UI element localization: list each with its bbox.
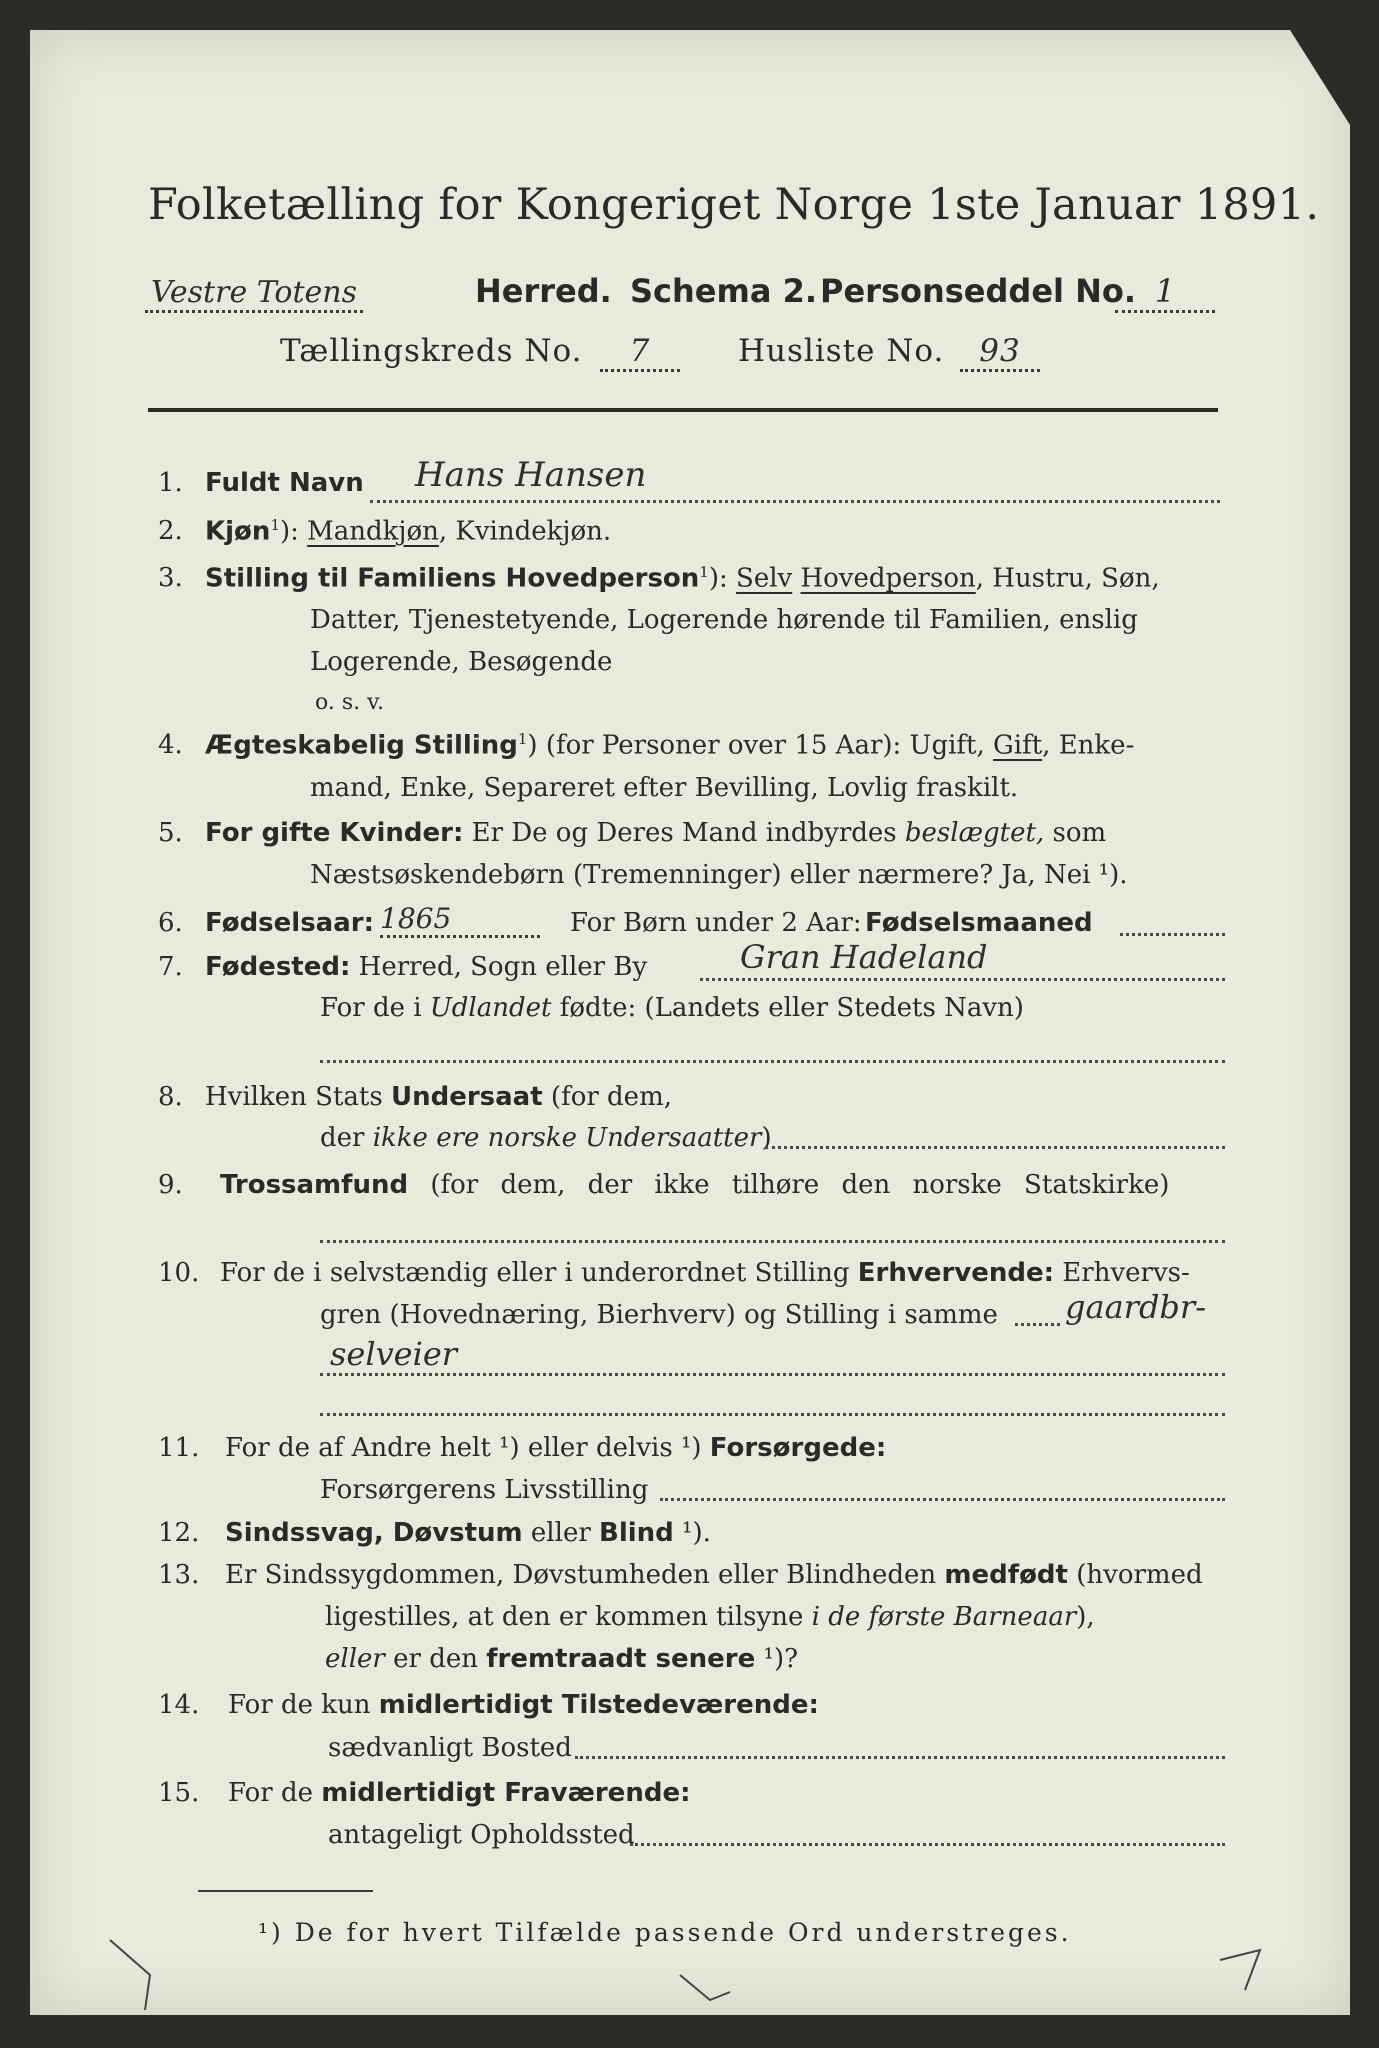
personseddel-value: 1 <box>1154 272 1176 310</box>
q10-number: 10. <box>158 1258 200 1288</box>
q8-text-b: (for dem, <box>542 1082 672 1112</box>
q3-option-hovedperson: Hovedperson <box>800 563 976 594</box>
q3-line3: Logerende, Besøgende <box>310 647 613 677</box>
q12-number: 12. <box>158 1518 200 1548</box>
q11-dotline <box>660 1498 1225 1501</box>
q7-line2-a: For de i <box>320 993 430 1023</box>
q14-line1 <box>228 1690 819 1720</box>
q3-sup: 1 <box>699 563 709 581</box>
q10-dotline-3 <box>320 1413 1225 1416</box>
kreds-label: Tællingskreds No. <box>280 333 583 369</box>
pencil-marks <box>70 1920 1310 2010</box>
q3-option-selv: Selv <box>736 563 793 594</box>
herred-label: Herred. <box>475 272 612 310</box>
q12-text-b: ¹). <box>673 1518 711 1548</box>
q15-line1 <box>228 1778 690 1808</box>
q11-line2: Forsørgerens Livsstilling <box>320 1475 649 1505</box>
q12-text-a: eller <box>522 1518 600 1548</box>
q8-line2-b: ) <box>761 1123 772 1153</box>
q7-line1 <box>205 952 647 982</box>
q9-blank-line <box>320 1240 1225 1243</box>
personseddel-label: Personseddel No. <box>820 272 1137 310</box>
header-rule <box>148 408 1218 412</box>
q2-option-mandkjon: Mandkjøn <box>307 516 439 547</box>
q7-value: Gran Hadeland <box>740 938 988 976</box>
q4-label: Ægteskabelig Stilling <box>205 730 518 761</box>
q6-label: Fødselsaar: <box>205 908 374 938</box>
q4-number: 4. <box>158 730 183 760</box>
q12-label: Sindssvag, Døvstum <box>225 1518 523 1548</box>
form-title: Folketælling for Kongeriget Norge 1ste Januar 1891. <box>148 180 1320 230</box>
q8-line2-italic: ikke ere norske Undersaatter <box>372 1123 762 1153</box>
q1-value: Hans Hansen <box>415 455 647 495</box>
q13-line2-b: ), <box>1076 1602 1095 1632</box>
q13-line1 <box>225 1560 1203 1590</box>
q5-text-b: som <box>1044 818 1107 848</box>
q14-dotline <box>575 1756 1225 1759</box>
q14-number: 14. <box>158 1690 200 1720</box>
q4-text-a: ) (for Personer over 15 Aar): Ugift, <box>527 730 994 761</box>
q2-label: Kjøn <box>205 516 271 547</box>
q10-line2: gren (Hovednæring, Bierhverv) og Stilling i samme <box>320 1300 998 1330</box>
q4-option-gift: Gift <box>993 730 1043 761</box>
q13-line3-c: ¹)? <box>755 1644 799 1674</box>
q6-value: 1865 <box>380 902 540 938</box>
q4-line2: mand, Enke, Separeret efter Bevilling, Lovlig fraskilt. <box>310 773 1019 803</box>
q6-label2: Fødselsmaaned <box>865 908 1093 938</box>
folded-corner <box>1290 30 1350 125</box>
q2-number: 2. <box>158 516 183 546</box>
q1-number: 1. <box>158 468 183 498</box>
q8-line2 <box>320 1123 772 1153</box>
q14-text-a: For de kun <box>228 1690 379 1720</box>
q11-line1 <box>225 1433 886 1463</box>
q13-line2-a: ligestilles, at den er kommen tilsyne <box>325 1602 812 1632</box>
q13-line3-italic: eller <box>325 1644 385 1674</box>
q10-text-b: Erhvervs- <box>1054 1258 1190 1288</box>
footnote: ¹) De for hvert Tilfælde passende Ord understreges. <box>258 1918 1072 1947</box>
q5-number: 5. <box>158 818 183 848</box>
q7-dotline <box>700 978 1225 981</box>
q7-blank-line <box>320 1060 1225 1063</box>
q5-line1 <box>205 818 1106 848</box>
kreds-value-field <box>600 333 680 372</box>
q13-text-b: (hvormed <box>1067 1560 1203 1590</box>
q3-line4: o. s. v. <box>315 690 384 715</box>
footnote-rule <box>198 1890 373 1892</box>
q13-line3-a: er den <box>384 1644 487 1674</box>
q4-text-b: , Enke- <box>1042 730 1135 761</box>
q15-line2: antageligt Opholdssted <box>328 1820 635 1850</box>
personseddel-value-field <box>1115 272 1215 313</box>
q7-number: 7. <box>158 952 183 982</box>
q11-label: Forsørgede: <box>709 1433 887 1463</box>
q9-number: 9. <box>158 1170 183 1200</box>
q10-text-a: For de i selvstændig eller i underordnet Stilling <box>220 1258 858 1288</box>
q6-dotline <box>1120 933 1225 936</box>
q10-label: Erhvervende: <box>857 1258 1055 1288</box>
herred-handwritten: Vestre Totens <box>145 275 363 313</box>
q12-line1 <box>225 1518 711 1548</box>
q7-line2-italic: Udlandet <box>429 993 552 1023</box>
q8-line2-a: der <box>320 1123 373 1153</box>
q2-text-a: ): <box>279 516 308 547</box>
q3-text-b: , Hustru, Søn, <box>975 563 1160 594</box>
q13-number: 13. <box>158 1560 200 1590</box>
q2-sup: 1 <box>270 516 280 534</box>
q5-line2: Næstsøskendebørn (Tremenninger) eller nærmere? Ja, Nei ¹). <box>310 860 1128 890</box>
q11-text-a: For de af Andre helt ¹) eller delvis ¹) <box>225 1433 710 1463</box>
q7-line2 <box>320 993 1024 1023</box>
q4-sup: 1 <box>517 730 528 748</box>
q14-line2: sædvanligt Bosted <box>328 1733 572 1763</box>
q13-label: medfødt <box>944 1560 1068 1590</box>
q6-text-a: For Børn under 2 Aar: <box>570 908 862 938</box>
q15-number: 15. <box>158 1778 200 1808</box>
q14-label: midlertidigt Tilstedeværende: <box>378 1690 819 1720</box>
q10-line1 <box>220 1258 1190 1288</box>
q15-dotline <box>630 1843 1225 1846</box>
q7-label: Fødested: <box>205 952 351 982</box>
q8-label: Undersaat <box>390 1082 543 1112</box>
q13-line2-italic: i de første Barneaar <box>811 1602 1077 1632</box>
q8-dotline <box>765 1146 1225 1149</box>
q9-text-a: (for dem, der ikke tilhøre den norske Statskirke) <box>408 1170 1170 1200</box>
q5-text-a: Er De og Deres Mand indbyrdes <box>463 818 905 848</box>
kreds-value: 7 <box>629 333 651 369</box>
q10-value2: selveier <box>330 1335 458 1373</box>
q5-italic: beslægtet, <box>904 818 1045 848</box>
q13-text-a: Er Sindssygdommen, Døvstumheden eller Blindheden <box>225 1560 945 1590</box>
q3-line1 <box>205 563 1160 594</box>
q11-number: 11. <box>158 1433 200 1463</box>
q3-label: Stilling til Familiens Hovedperson <box>205 563 700 594</box>
q9-line1 <box>220 1170 1169 1200</box>
q3-number: 3. <box>158 563 183 593</box>
q13-line2 <box>325 1602 1095 1632</box>
q6-number: 6. <box>158 908 183 938</box>
q3-line2: Datter, Tjenestetyende, Logerende hørende til Familien, enslig <box>310 605 1138 635</box>
q15-text-a: For de <box>228 1778 322 1808</box>
husliste-value-field <box>960 333 1040 372</box>
herred-value <box>145 272 363 310</box>
q4-line1 <box>205 730 1134 761</box>
q13-line3-bold: fremtraadt senere <box>486 1644 756 1674</box>
q7-text-a: Herred, Sogn eller By <box>350 952 648 982</box>
q10-dotline-2 <box>320 1373 1225 1376</box>
q2-text-b: , Kvindekjøn. <box>438 516 612 547</box>
q12-label2: Blind <box>599 1518 674 1548</box>
q5-label: For gifte Kvinder: <box>205 818 464 848</box>
q7-line2-b: fødte: (Landets eller Stedets Navn) <box>551 993 1024 1023</box>
q8-number: 8. <box>158 1082 183 1112</box>
q1-label: Fuldt Navn <box>205 468 364 498</box>
q1-dotline <box>370 500 1220 503</box>
schema-label: Schema 2. <box>630 272 817 310</box>
q9-label: Trossamfund <box>220 1170 409 1200</box>
q2-text <box>205 516 611 547</box>
q13-line3 <box>325 1644 798 1674</box>
census-form-page <box>30 30 1350 2015</box>
q15-label: midlertidigt Fraværende: <box>321 1778 691 1808</box>
q10-value1: gaardbr- <box>1065 1288 1207 1326</box>
q10-dotline-short <box>1015 1323 1060 1326</box>
husliste-value: 93 <box>979 333 1021 369</box>
q3-text-a: ): <box>708 563 737 594</box>
q8-line1 <box>205 1082 672 1112</box>
q8-text-a: Hvilken Stats <box>205 1082 391 1112</box>
husliste-label: Husliste No. <box>738 333 945 369</box>
